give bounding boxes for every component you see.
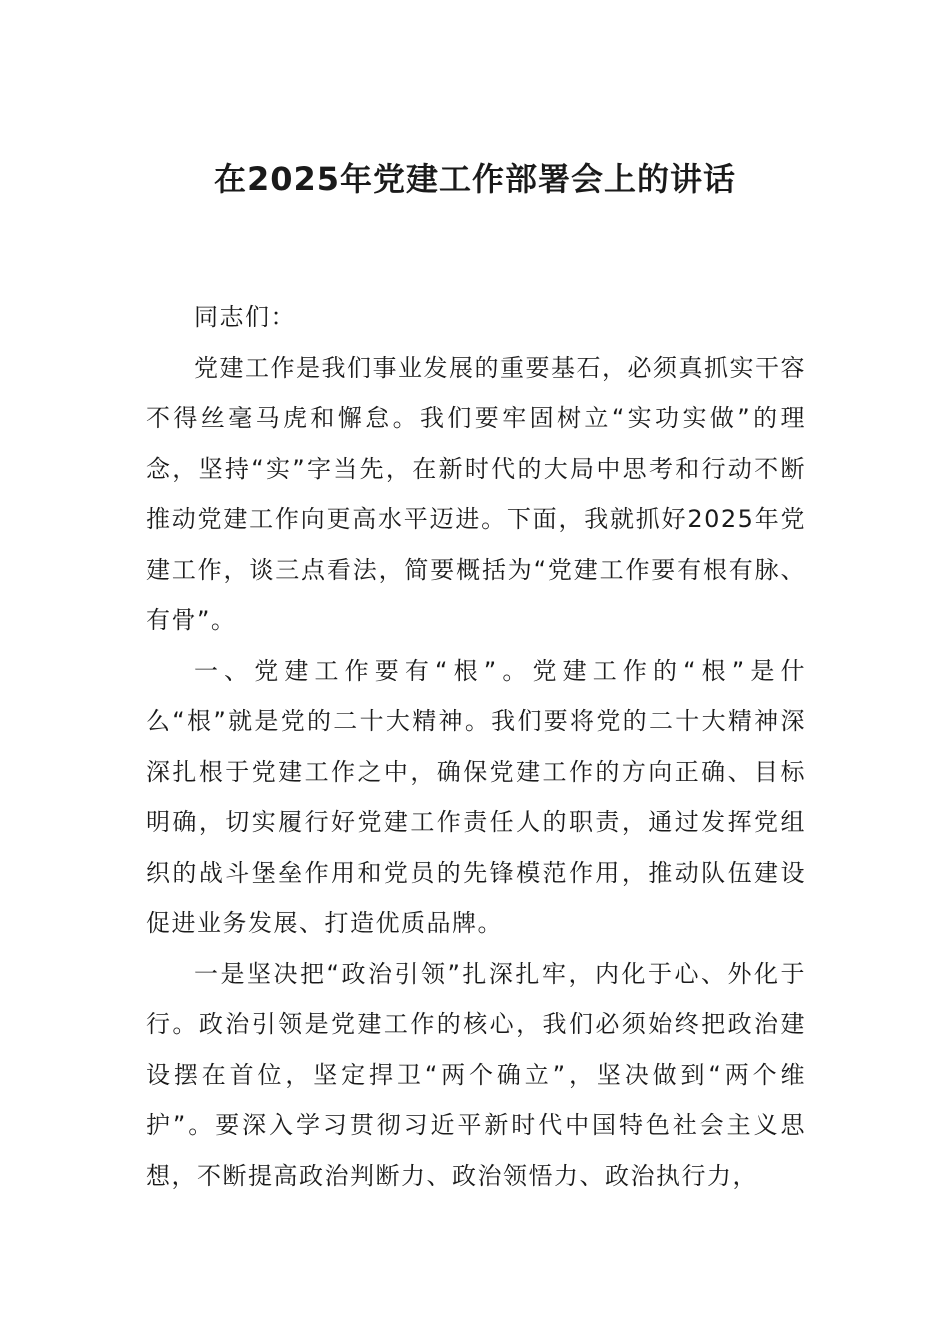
- salutation: 同志们：: [194, 303, 296, 331]
- document-title: 在2025年党建工作部署会上的讲话: [213, 160, 737, 198]
- document-body: [146, 292, 806, 1201]
- paragraph-point-one: 一是坚决把“政治引领”扎深扎牢，内化于心、外化于行。政治引领是党建工作的核心，我们必须始终把政治建设摆在首位，坚定捍卫“两个确立”，坚决做到“两个维护”。要深入学习贯彻习近平新时代中国特色社会主义思想，不断提高政治判断力、政治领悟力、政治执行力，: [146, 959, 806, 1190]
- paragraph-section-one: 一、党建工作要有“根”。党建工作的“根”是什么“根”就是党的二十大精神。我们要将党的二十大精神深深扎根于党建工作之中，确保党建工作的方向正确、目标明确，切实履行好党建工作责任人的职责，通过发挥党组织的战斗堡垒作用和党员的先锋模范作用，推动队伍建设促进业务发展、打造优质品牌。: [146, 656, 806, 937]
- paragraph-intro: 党建工作是我们事业发展的重要基石，必须真抓实干容不得丝毫马虎和懈怠。我们要牢固树立“实功实做”的理念，坚持“实”字当先，在新时代的大局中思考和行动不断推动党建工作向更高水平迈进。下面，我就抓好2025年党建工作，谈三点看法，简要概括为“党建工作要有根有脉、有骨”。: [146, 353, 806, 634]
